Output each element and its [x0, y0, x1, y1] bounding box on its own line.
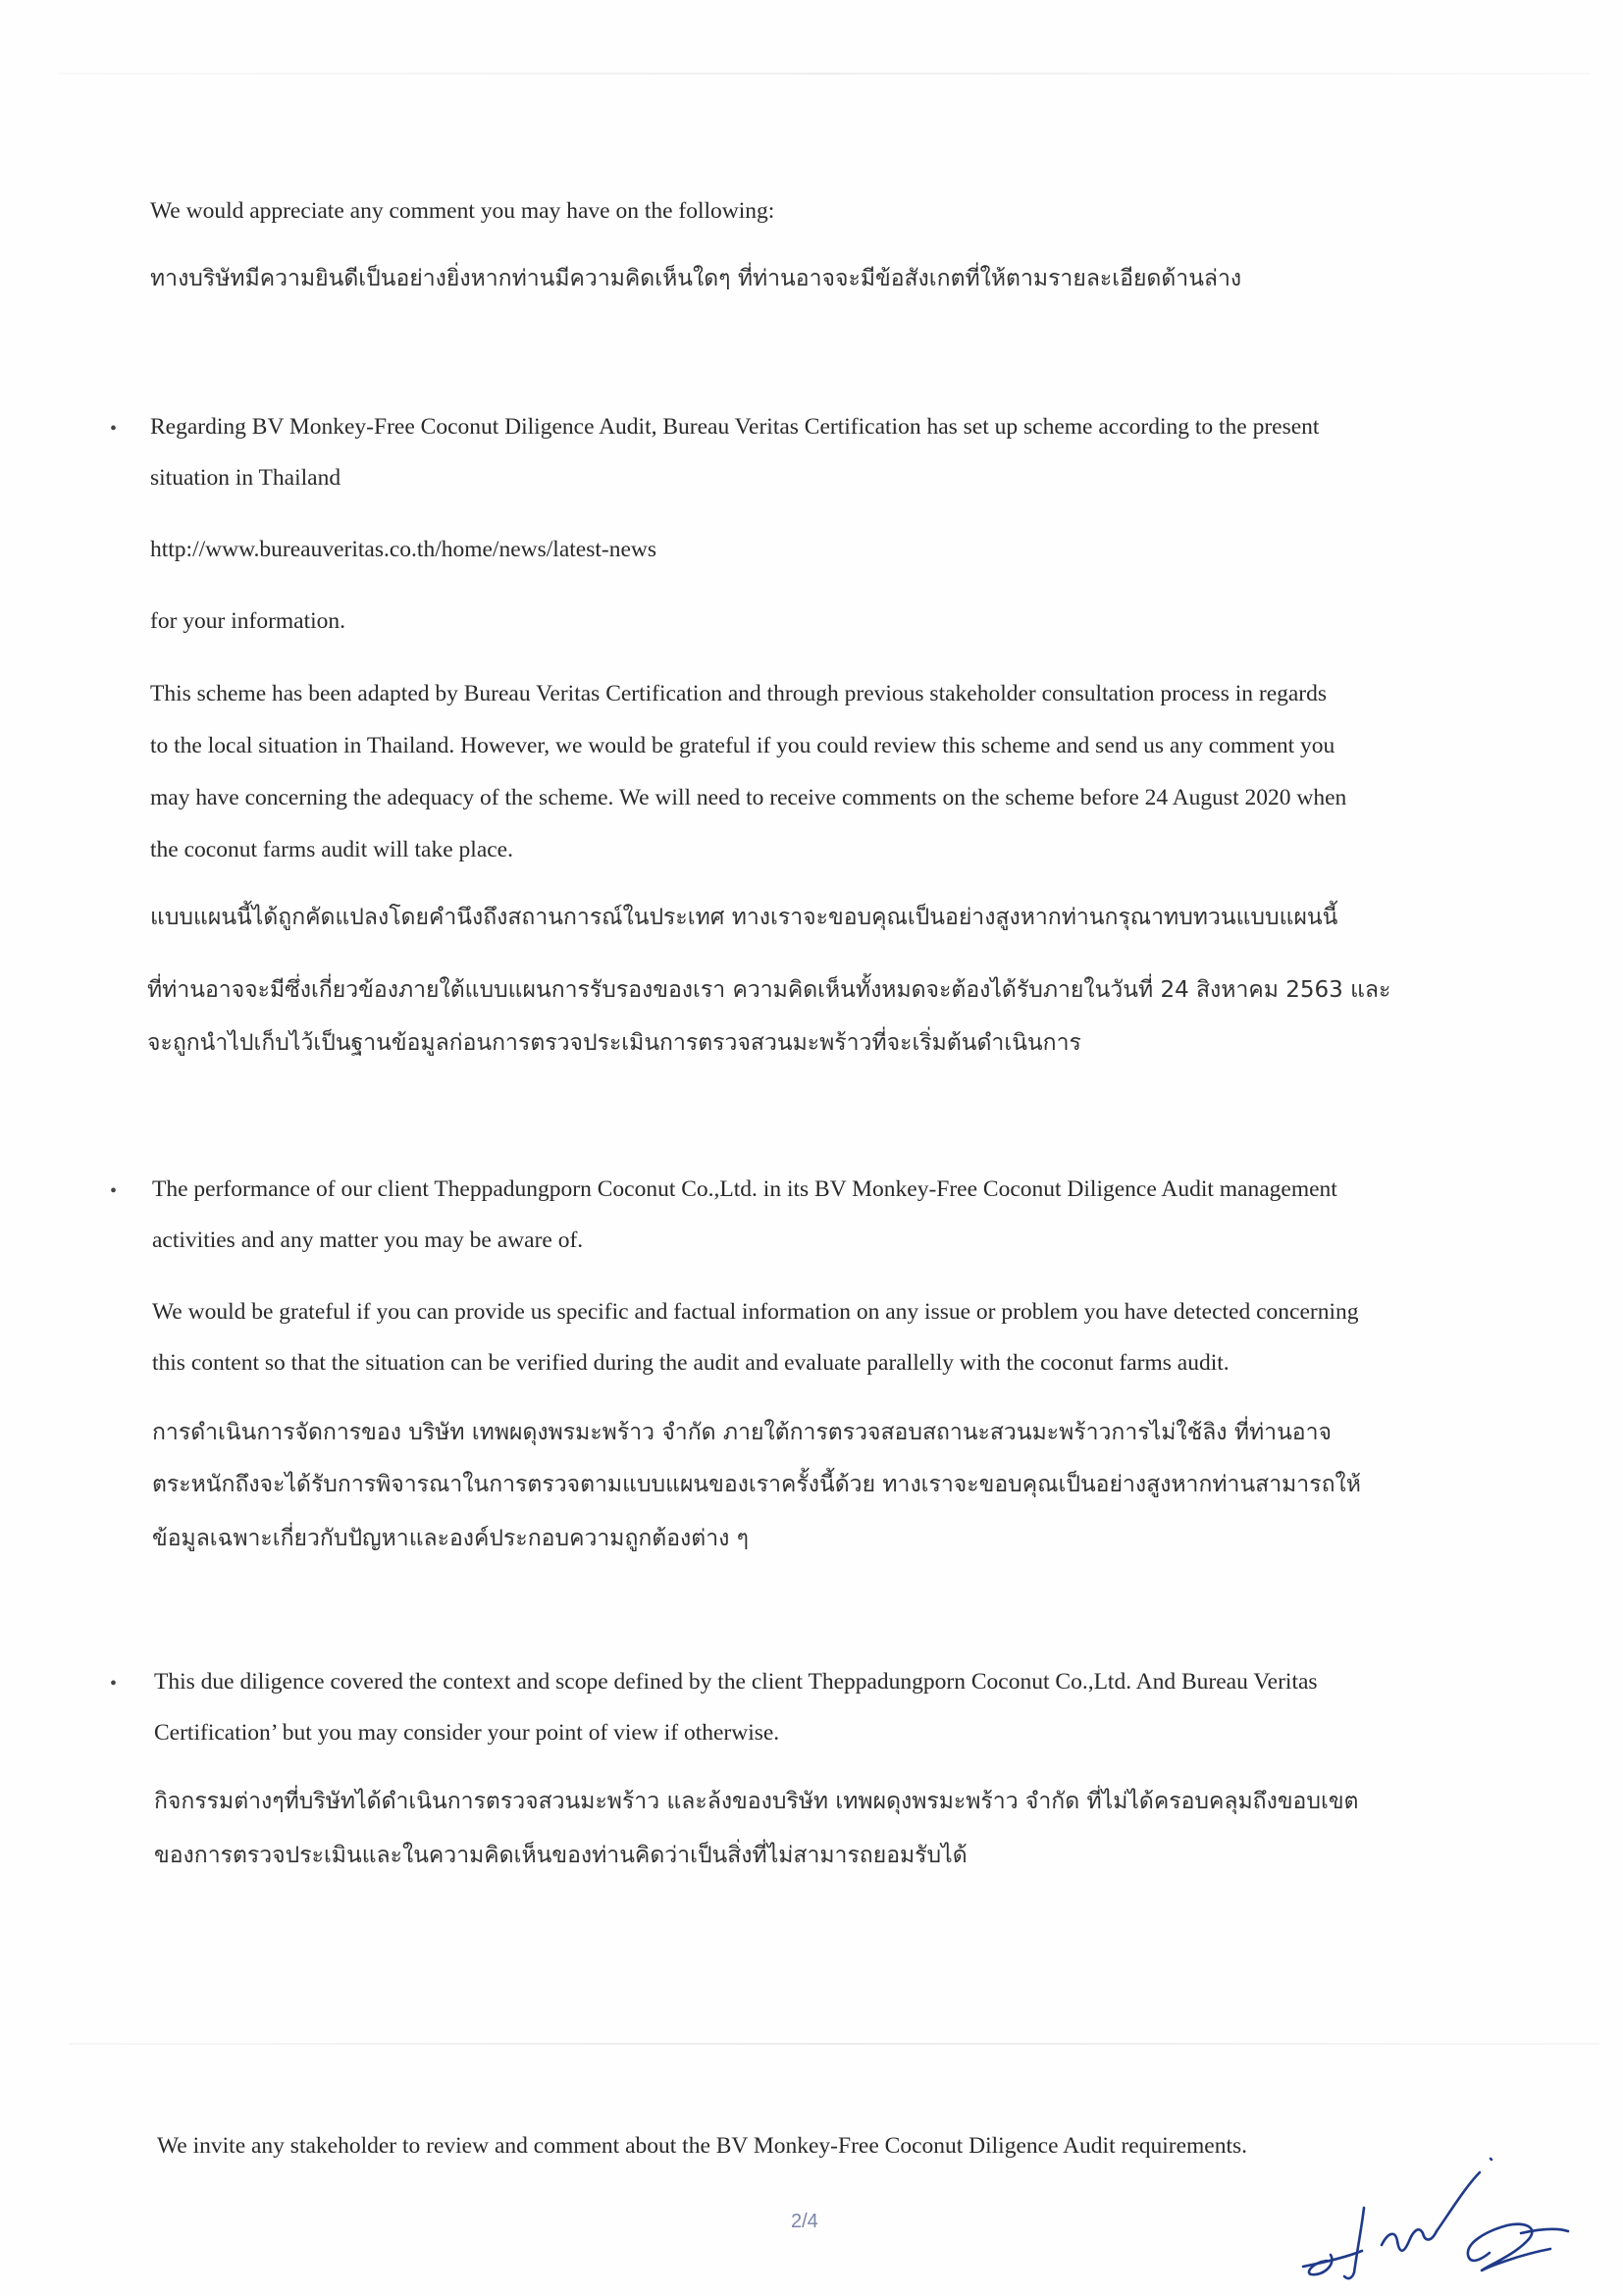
page-number: 2/4	[791, 2211, 818, 2232]
bullet-section-1: •	[110, 418, 118, 440]
section2-thai-line-3: ข้อมูลเฉพาะเกี่ยวกับปัญหาและองค์ประกอบความถูกต้องต่าง ๆ	[152, 1526, 750, 1551]
section2-paragraph-line-2: this content so that the situation can be verified during the audit and evaluate parallelly with the coconut farms audit.	[152, 1350, 1230, 1376]
section2-thai-line-1: การดำเนินการจัดการของ บริษัท เทพผดุงพรมะพร้าว จำกัด ภายใต้การตรวจสอบสถานะสวนมะพร้าวการไม่ใช้ลิง ที่ท่านอาจ	[152, 1420, 1332, 1445]
section3-thai-line-2: ของการตรวจประเมินและในความคิดเห็นของท่านคิดว่าเป็นสิ่งที่ไม่สามารถยอมรับได้	[154, 1843, 968, 1868]
section2-thai-line-2: ตระหนักถึงจะได้รับการพิจารณาในการตรวจตามแบบแผนของเราครั้งนี้ด้วย ทางเราจะขอบคุณเป็นอย่างสูงหากท่านสามารถให้	[152, 1472, 1361, 1497]
closing-statement: We invite any stakeholder to review and comment about the BV Monkey-Free Coconut Diligence Audit requirements.	[157, 2133, 1248, 2159]
bullet-section-2: •	[110, 1180, 118, 1202]
bullet-section-3: •	[110, 1673, 118, 1695]
section1-paragraph-line-3: may have concerning the adequacy of the scheme. We will need to receive comments on the scheme before 24 August 2020 when	[150, 785, 1347, 810]
section2-paragraph-line-1: We would be grateful if you can provide us specific and factual information on any issue or problem you have detected concerning	[152, 1299, 1359, 1325]
section1-line-1: Regarding BV Monkey-Free Coconut Diligence Audit, Bureau Veritas Certification has set up scheme according to the present	[150, 414, 1320, 440]
scan-edge-bottom	[69, 2043, 1599, 2045]
intro-english: We would appreciate any comment you may have on the following:	[150, 198, 775, 224]
section1-paragraph-line-2: to the local situation in Thailand. However, we would be grateful if you could review this scheme and send us any comment you	[150, 733, 1335, 758]
section1-paragraph-line-1: This scheme has been adapted by Bureau Veritas Certification and through previous stakeholder consultation process in regards	[150, 681, 1328, 706]
section3-thai-line-1: กิจกรรมต่างๆที่บริษัทได้ดำเนินการตรวจสวนมะพร้าว และล้งของบริษัท เทพผดุงพรมะพร้าว จำกัด ที่ไม่ได้ครอบคลุมถึงขอบเขต	[154, 1789, 1359, 1814]
section2-line-2: activities and any matter you may be aware of.	[152, 1227, 584, 1253]
scan-edge-top	[59, 73, 1590, 75]
section1-thai-line-1: แบบแผนนี้ได้ถูกคัดแปลงโดยคำนึงถึงสถานการณ์ในประเทศ ทางเราจะขอบคุณเป็นอย่างสูงหากท่านกรุณาทบทวนแบบแผนนี้	[150, 905, 1338, 930]
section3-line-1: This due diligence covered the context and scope defined by the client Theppadungporn Coconut Co.,Ltd. And Bureau Veritas	[154, 1669, 1318, 1695]
section1-paragraph-line-4: the coconut farms audit will take place.	[150, 837, 513, 862]
handwritten-signature	[1293, 2147, 1578, 2294]
section1-thai-line-3: จะถูกนำไปเก็บไว้เป็นฐานข้อมูลก่อนการตรวจประเมินการตรวจสวนมะพร้าวที่จะเริ่มต้นดำเนินการ	[147, 1030, 1081, 1056]
section3-line-2: Certification’ but you may consider your point of view if otherwise.	[154, 1720, 780, 1746]
bureau-veritas-news-link[interactable]: http://www.bureauveritas.co.th/home/news/latest-news	[150, 537, 657, 562]
intro-thai: ทางบริษัทมีความยินดีเป็นอย่างยิ่งหากท่านมีความคิดเห็นใดๆ ที่ท่านอาจจะมีข้อสังเกตที่ให้ตามรายละเอียดด้านล่าง	[150, 266, 1242, 291]
section1-line-2: situation in Thailand	[150, 465, 341, 491]
section1-info: for your information.	[150, 608, 346, 634]
section2-line-1: The performance of our client Theppadungporn Coconut Co.,Ltd. in its BV Monkey-Free Coconut Diligence Audit management	[152, 1176, 1337, 1202]
section1-thai-line-2: ที่ท่านอาจจะมีซึ่งเกี่ยวข้องภายใต้แบบแผนการรับรองของเรา ความคิดเห็นทั้งหมดจะต้องได้รับภายในวันที่ 24 สิงหาคม 2563 และ	[147, 977, 1391, 1003]
